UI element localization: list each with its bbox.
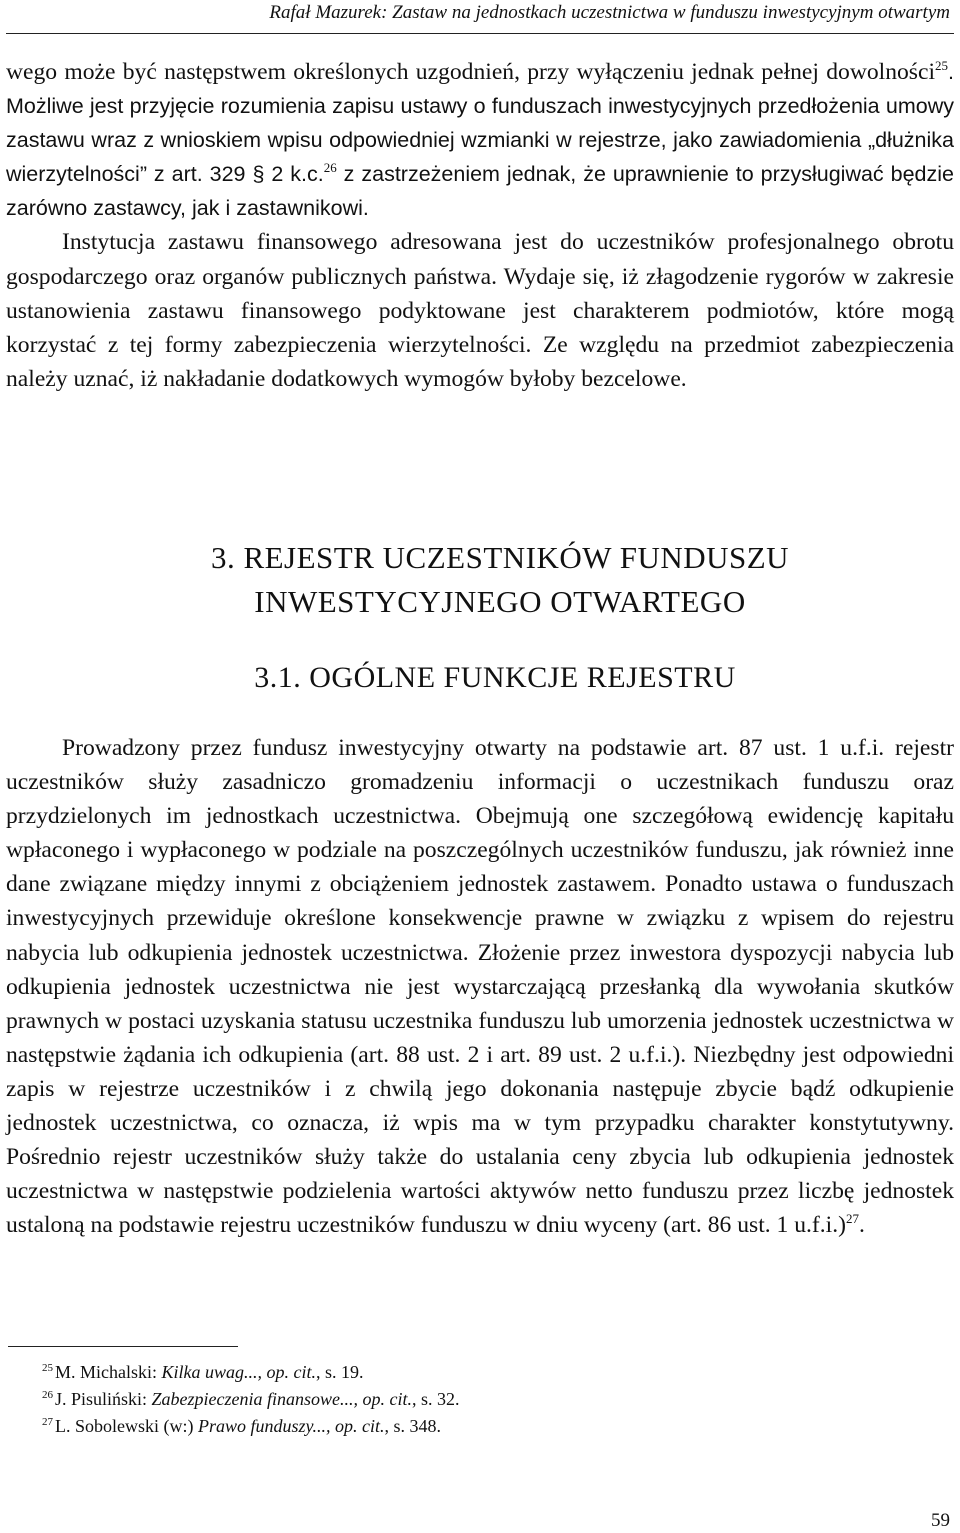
para1-text-b: . Możliwe jest przyjęcie rozumienia zapisu ustawy o funduszach inwestycyjnych przedłożenia umowy zastawu wraz z wnioskiem wpisu odpowiedniej wzmianki w rejestrze, jako zawiadomienia „dłużnika wierzytelności” z art. 329 § 2 k.c.: [6, 60, 954, 187]
footnote-number: 25: [42, 1362, 53, 1374]
footnote-25: [42, 1359, 460, 1386]
section-heading-line-2: INWESTYCYJNEGO OTWARTEGO: [254, 584, 746, 619]
footnote-title: Zabezpieczenia finansowe: [151, 1389, 341, 1409]
footnote-title: Prawo funduszy: [198, 1416, 313, 1436]
footnote-ref-25: 25: [935, 58, 949, 74]
footnote-number: 27: [42, 1416, 53, 1428]
footnote-pages: , s. 348.: [384, 1416, 442, 1436]
paragraph-continued: [6, 59, 954, 221]
para3-tail: .: [859, 1212, 865, 1239]
paragraph-2: Instytucja zastawu finansowego adresowana jest do uczestników profesjonalnego obrotu gospodarczego oraz organów publicznych państwa. Wydaje się, iż złagodzenie rygorów w zakresie ustanowienia zastawu finansowego podyktowane jest charakterem podmiotów, które mogą korzystać z tej formy zabezpieczenia wierzytelności. Ze względu na przedmiot zabezpieczenia należy uznać, iż nakładanie dodatkowych wymogów byłoby bezcelowe.: [6, 229, 954, 392]
running-head: Rafał Mazurek: Zastaw na jednostkach uczestnictwa w funduszu inwestycyjnym otwartym: [269, 2, 950, 23]
page-number: 59: [931, 1510, 950, 1531]
footnote-author: M. Michalski:: [55, 1362, 162, 1382]
footnote-citation: ..., op. cit.: [244, 1362, 317, 1382]
footnote-26: [42, 1386, 460, 1413]
footnote-ref-26: 26: [323, 160, 337, 176]
footnote-title: Kilka uwag: [161, 1362, 245, 1382]
para3-text: Prowadzony przez fundusz inwestycyjny otwarty na podstawie art. 87 ust. 1 u.f.i. rejestr uczestników służy zasadniczo gromadzeniu informacji o uczestnikach funduszu oraz przydzielonych im jednostkach uczestnictwa. Obejmują one szczegółową ewidencję kapitału wpłaconego i wypłaconego w podziale na poszczególnych uczestników funduszu, jak również inne dane związane między innymi z obciążeniem jednostek zastawem. Ponadto ustawa o funduszach inwestycyjnych przewiduje określone konsekwencje prawne w związku z wpisem do rejestru nabycia lub odkupienia jednostek uczestnictwa. Złożenie przez inwestora dyspozycji nabycia lub odkupienia jednostek uczestnictwa nie jest wystarczającą przesłanką dla wywołania skutków prawnych w postaci uzyskania statusu uczestnika funduszu lub umorzenia jednostek uczestnictwa w następstwie żądania ich odkupienia (art. 88 ust. 2 i art. 89 ust. 2 u.f.i.). Niezbędny jest odpowiedni zapis w rejestrze uczestników i z chwilą jego dokonania następuje zbycie bądź odkupienie jednostek uczestnictwa, co oznacza, iż wpis ma w tym przypadku charakter konstytutywny. Pośrednio rejestr uczestników służy także do ustalania ceny zbycia lub odkupienia jednostek uczestnictwa w następstwie podzielenia wartości aktywów netto funduszu przez liczbę jednostek ustaloną na podstawie rejestru uczestników funduszu w dniu wyceny (art. 86 ust. 1 u.f.i.): [6, 735, 954, 1239]
footnote-rule: [8, 1346, 238, 1347]
para1-text-c: z zastrzeżeniem jednak, że uprawnienie to przysługiwać będzie zarówno zastawcy, jak i zastawnikowi.: [6, 162, 954, 221]
header-rule: [6, 33, 954, 34]
paragraph-3: [6, 731, 954, 1242]
section-heading: [20, 536, 960, 624]
footnote-number: 26: [42, 1389, 53, 1401]
footnote-pages: , s. 19.: [316, 1362, 364, 1382]
footnote-author: L. Sobolewski (w:): [55, 1416, 198, 1436]
footnote-author: J. Pisuliński:: [55, 1389, 152, 1409]
footnote-citation: ..., op. cit.: [312, 1416, 385, 1436]
footnotes: [42, 1359, 460, 1440]
para1-text-a: wego może być następstwem określonych uzgodnień, przy wyłączeniu jednak pełnej dowolności: [6, 59, 936, 85]
section-heading-line-1: 3. REJESTR UCZESTNIKÓW FUNDUSZU: [210, 540, 790, 575]
subsection-heading: 3.1. OGÓLNE FUNKCJE REJESTRU: [254, 661, 736, 694]
footnote-citation: ..., op. cit.: [340, 1389, 413, 1409]
footnote-pages: , s. 32.: [412, 1389, 460, 1409]
footnote-ref-27: 27: [846, 1211, 859, 1227]
footnote-27: [42, 1413, 460, 1440]
body-text-top: [6, 55, 954, 396]
